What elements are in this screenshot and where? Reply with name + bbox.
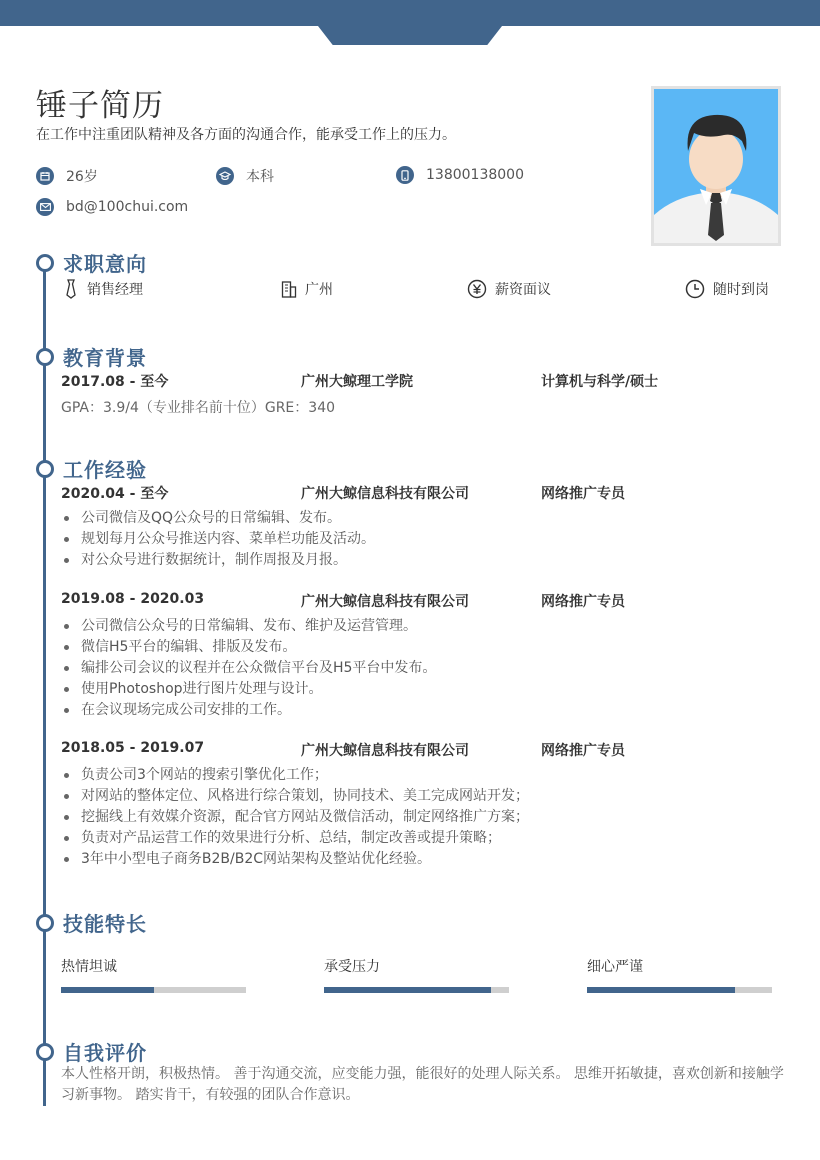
section-title: 自我评价: [63, 1041, 147, 1065]
clock-icon: [685, 279, 705, 299]
section-work-header: [36, 454, 147, 483]
list-item: 对网站的整体定位、风格进行综合策划，协同技术、美工完成网站开发；: [61, 786, 529, 807]
skill-name: 承受压力: [324, 959, 380, 975]
section-skills-header: [36, 908, 147, 937]
info-age: [36, 166, 98, 186]
info-phone: [396, 166, 524, 184]
timeline-line: [43, 258, 46, 1106]
work-period: 2019.08 - 2020.03: [61, 591, 205, 607]
work-duty-list: [61, 616, 436, 721]
self-evaluation-text: 本人性格开朗，积极热情。 善于沟通交流，应变能力强，能很好的处理人际关系。 思维开拓敏捷，喜欢创新和接触学习新事物。 踏实肯干，有较强的团队合作意识。: [61, 1066, 784, 1103]
intent-position: [63, 279, 143, 299]
skill-bar: [587, 987, 772, 993]
work-title: 网络推广专员: [541, 594, 625, 610]
section-evaluation-header: [36, 1037, 147, 1066]
intent-salary: [467, 279, 551, 299]
work-company: 广州大鲸信息科技有限公司: [301, 743, 469, 759]
avatar: [654, 89, 778, 243]
list-item: 规划每月公众号推送内容、菜单栏功能及活动。: [61, 529, 375, 550]
intent-availability-value: 随时到岗: [713, 282, 769, 298]
work-duty-list: [61, 765, 529, 870]
section-intent-header: [36, 248, 147, 277]
info-email-value: bd@100chui.com: [66, 199, 189, 215]
skill-bar-fill: [587, 987, 735, 993]
timeline-dot: [36, 460, 54, 478]
section-title: 技能特长: [63, 912, 147, 936]
list-item: 对公众号进行数据统计，制作周报及月报。: [61, 550, 375, 571]
info-age-value: 26岁: [66, 169, 98, 185]
skill-bar-fill: [324, 987, 491, 993]
info-email: [36, 198, 188, 216]
info-degree: [216, 166, 274, 186]
resume-name: 锤子简历: [36, 88, 164, 124]
top-banner: [0, 0, 820, 26]
education-period: 2017.08 - 至今: [61, 374, 169, 390]
timeline-dot: [36, 348, 54, 366]
section-education-header: [36, 342, 147, 371]
intent-city: [281, 279, 333, 299]
list-item: 3年中小型电子商务B2B/B2C网站架构及整站优化经验。: [61, 849, 529, 870]
work-title: 网络推广专员: [541, 743, 625, 759]
section-title: 求职意向: [63, 252, 147, 276]
top-banner-tab: [318, 26, 502, 45]
list-item: 挖掘线上有效媒介资源，配合官方网站及微信活动，制定网络推广方案；: [61, 807, 529, 828]
phone-icon: [396, 166, 414, 184]
skill-item: [61, 956, 246, 993]
timeline-dot: [36, 1043, 54, 1061]
work-period: 2020.04 - 至今: [61, 486, 169, 502]
timeline-dot: [36, 254, 54, 272]
list-item: 微信H5平台的编辑、排版及发布。: [61, 637, 436, 658]
skill-item: [324, 956, 509, 993]
yuan-icon: [467, 279, 487, 299]
graduation-cap-icon: [216, 167, 234, 185]
education-school: 广州大鲸理工学院: [301, 374, 413, 390]
section-title: 教育背景: [63, 346, 147, 370]
info-phone-value: 13800138000: [426, 167, 524, 183]
work-company: 广州大鲸信息科技有限公司: [301, 594, 469, 610]
skill-name: 细心严谨: [587, 959, 643, 975]
skill-bar-fill: [61, 987, 154, 993]
intent-availability: [685, 279, 769, 299]
education-detail: GPA：3.9/4（专业排名前十位）GRE：340: [61, 400, 336, 416]
building-icon: [281, 280, 297, 298]
intent-salary-value: 薪资面议: [495, 282, 551, 298]
section-title: 工作经验: [63, 458, 147, 482]
resume-motto: 在工作中注重团队精神及各方面的沟通合作，能承受工作上的压力。: [36, 127, 456, 143]
profile-photo: [651, 86, 781, 246]
tie-icon: [63, 279, 79, 299]
work-title: 网络推广专员: [541, 486, 625, 502]
skill-bar: [324, 987, 509, 993]
intent-position-value: 销售经理: [87, 282, 143, 298]
work-company: 广州大鲸信息科技有限公司: [301, 486, 469, 502]
intent-city-value: 广州: [305, 282, 333, 298]
timeline-dot: [36, 914, 54, 932]
info-degree-value: 本科: [246, 169, 274, 185]
skill-item: [587, 956, 772, 993]
skill-name: 热情坦诚: [61, 959, 117, 975]
skill-bar: [61, 987, 246, 993]
list-item: 负责公司3个网站的搜索引擎优化工作；: [61, 765, 529, 786]
list-item: 公司微信及QQ公众号的日常编辑、发布。: [61, 508, 375, 529]
work-period: 2018.05 - 2019.07: [61, 740, 205, 756]
work-duty-list: [61, 508, 375, 571]
education-major: 计算机与科学/硕士: [541, 374, 659, 390]
list-item: 在会议现场完成公司安排的工作。: [61, 700, 436, 721]
list-item: 公司微信公众号的日常编辑、发布、维护及运营管理。: [61, 616, 436, 637]
list-item: 负责对产品运营工作的效果进行分析、总结，制定改善或提升策略；: [61, 828, 529, 849]
calendar-icon: [36, 167, 54, 185]
list-item: 使用Photoshop进行图片处理与设计。: [61, 679, 436, 700]
email-icon: [36, 198, 54, 216]
list-item: 编排公司会议的议程并在公众微信平台及H5平台中发布。: [61, 658, 436, 679]
